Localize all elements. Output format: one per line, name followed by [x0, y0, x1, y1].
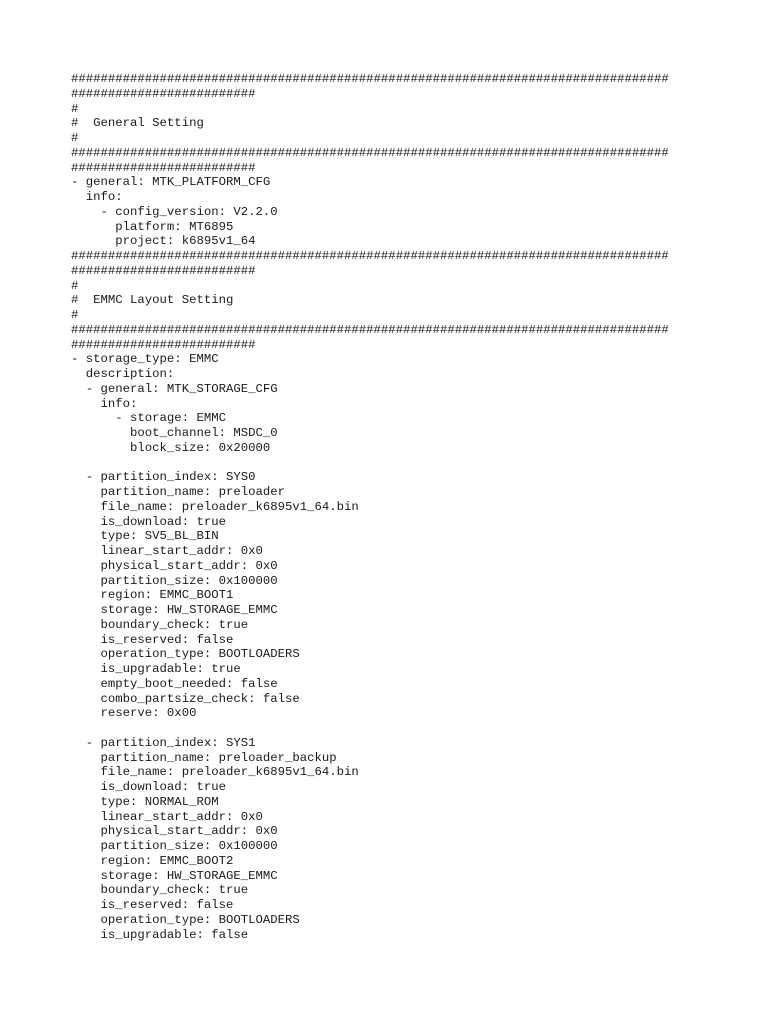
doc-line: partition_name: preloader_backup [71, 750, 337, 765]
doc-line: # [71, 131, 79, 145]
doc-line: boot_channel: MSDC_0 [71, 426, 278, 440]
doc-line: storage: HW_STORAGE_EMMC [71, 603, 278, 617]
doc-line: region: EMMC_BOOT1 [71, 588, 234, 603]
doc-line: - storage: EMMC [71, 411, 226, 426]
doc-line: file_name: preloader_k6895v1_64.bin [71, 765, 359, 780]
doc-line: region: EMMC_BOOT2 [71, 853, 234, 868]
doc-line: ################################################################################# [71, 72, 669, 86]
doc-line: ######################### [71, 160, 256, 175]
blank-line [71, 721, 711, 736]
doc-line: type: NORMAL_ROM [71, 794, 219, 809]
doc-line: description: [71, 367, 175, 381]
doc-line: combo_partsize_check: false [71, 691, 300, 706]
doc-line: - general: MTK_PLATFORM_CFG [71, 175, 271, 190]
doc-line: ################################################################################# [71, 145, 669, 160]
doc-line: partition_name: preloader [71, 485, 286, 499]
doc-line: is_download: true [71, 514, 226, 529]
doc-line: file_name: preloader_k6895v1_64.bin [71, 499, 359, 514]
doc-line: - partition_index: SYS0 [71, 470, 256, 485]
doc-line: operation_type: BOOTLOADERS [71, 647, 300, 662]
section-heading-emmc-layout-setting: # EMMC Layout Setting [71, 293, 234, 308]
doc-line: is_upgradable: false [71, 927, 249, 942]
doc-line: operation_type: BOOTLOADERS [71, 912, 300, 927]
section-heading-general-setting: # General Setting [71, 116, 204, 131]
doc-line: # [71, 278, 79, 293]
doc-line: ######################### [71, 86, 256, 101]
doc-line: is_download: true [71, 780, 226, 794]
doc-line: is_reserved: false [71, 632, 234, 647]
doc-line: - config_version: V2.2.0 [71, 204, 278, 219]
doc-line: reserve: 0x00 [71, 706, 197, 721]
doc-line: - general: MTK_STORAGE_CFG [71, 381, 278, 396]
doc-line: # [71, 308, 79, 322]
doc-line: ######################### [71, 337, 256, 352]
doc-line: block_size: 0x20000 [71, 440, 271, 455]
doc-line: partition_size: 0x100000 [71, 573, 278, 588]
doc-line: ################################################################################# [71, 322, 669, 337]
doc-line: - storage_type: EMMC [71, 352, 219, 367]
doc-line: physical_start_addr: 0x0 [71, 824, 278, 839]
doc-line: boundary_check: true [71, 617, 249, 632]
doc-line: linear_start_addr: 0x0 [71, 809, 263, 824]
doc-line: is_upgradable: true [71, 662, 241, 676]
doc-line: - partition_index: SYS1 [71, 735, 256, 750]
doc-line: project: k6895v1_64 [71, 234, 256, 249]
doc-line: boundary_check: true [71, 883, 249, 898]
blank-line [71, 456, 711, 471]
doc-line: partition_size: 0x100000 [71, 839, 278, 853]
doc-line: info: [71, 396, 138, 411]
doc-line: linear_start_addr: 0x0 [71, 544, 263, 558]
doc-line: type: SV5_BL_BIN [71, 529, 219, 544]
doc-line: is_reserved: false [71, 898, 234, 912]
doc-line: # [71, 101, 79, 116]
document-page [71, 72, 711, 942]
doc-line: physical_start_addr: 0x0 [71, 558, 278, 573]
doc-line: platform: MT6895 [71, 219, 234, 234]
doc-line: storage: HW_STORAGE_EMMC [71, 868, 278, 883]
doc-line: empty_boot_needed: false [71, 676, 278, 691]
doc-line: info: [71, 190, 123, 204]
doc-line: ################################################################################# [71, 249, 669, 263]
doc-line: ######################### [71, 263, 256, 278]
